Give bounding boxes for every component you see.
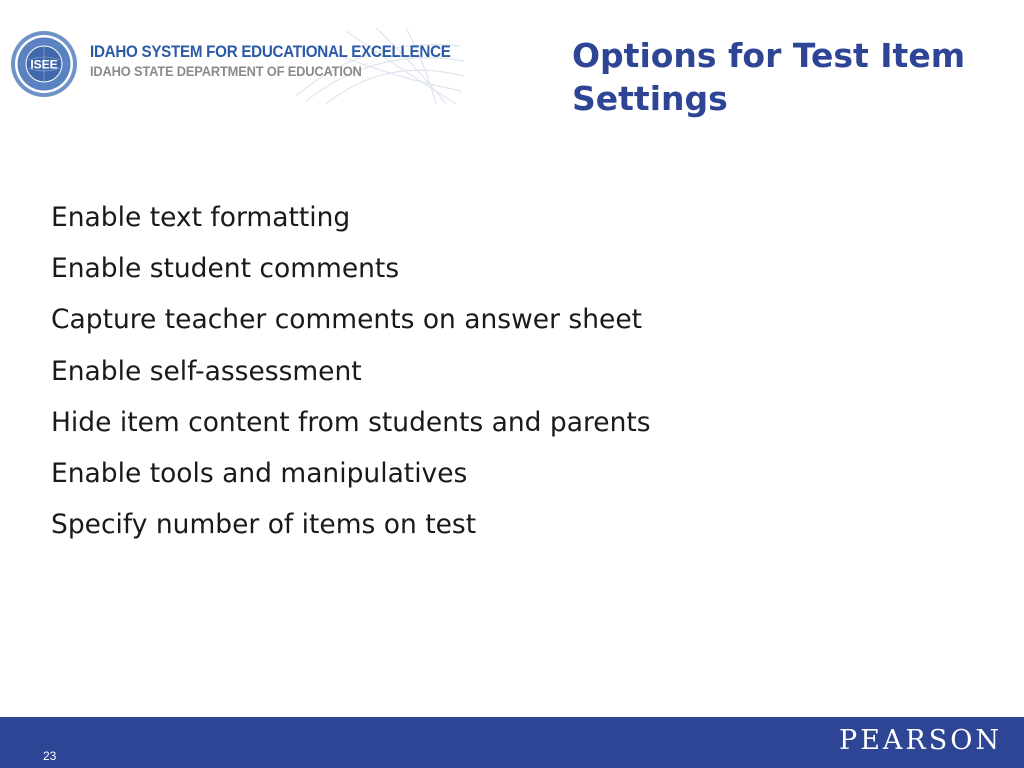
org-name-secondary: IDAHO STATE DEPARTMENT OF EDUCATION xyxy=(90,62,362,79)
footer-bar xyxy=(0,717,1024,768)
slide-title: Options for Test Item Settings xyxy=(572,36,966,118)
isee-seal-icon xyxy=(10,30,78,98)
page-number: 23 xyxy=(43,749,57,763)
list-item: Enable self-assessment xyxy=(51,355,362,387)
org-name-primary: IDAHO SYSTEM FOR EDUCATIONAL EXCELLENCE xyxy=(90,43,451,61)
list-item: Enable student comments xyxy=(51,253,400,285)
org-names xyxy=(90,44,482,78)
list-item: Enable text formatting xyxy=(51,202,351,233)
seal-label: ISEE xyxy=(30,57,58,72)
list-item: Hide item content from students and parents xyxy=(51,406,651,438)
pearson-logo: PEARSON xyxy=(839,725,1002,756)
list-item: Specify number of items on test xyxy=(51,509,477,541)
list-item: Capture teacher comments on answer sheet xyxy=(51,304,643,336)
list-item: Enable tools and manipulatives xyxy=(51,458,468,490)
settings-list xyxy=(51,192,651,550)
isee-logo xyxy=(6,26,466,106)
